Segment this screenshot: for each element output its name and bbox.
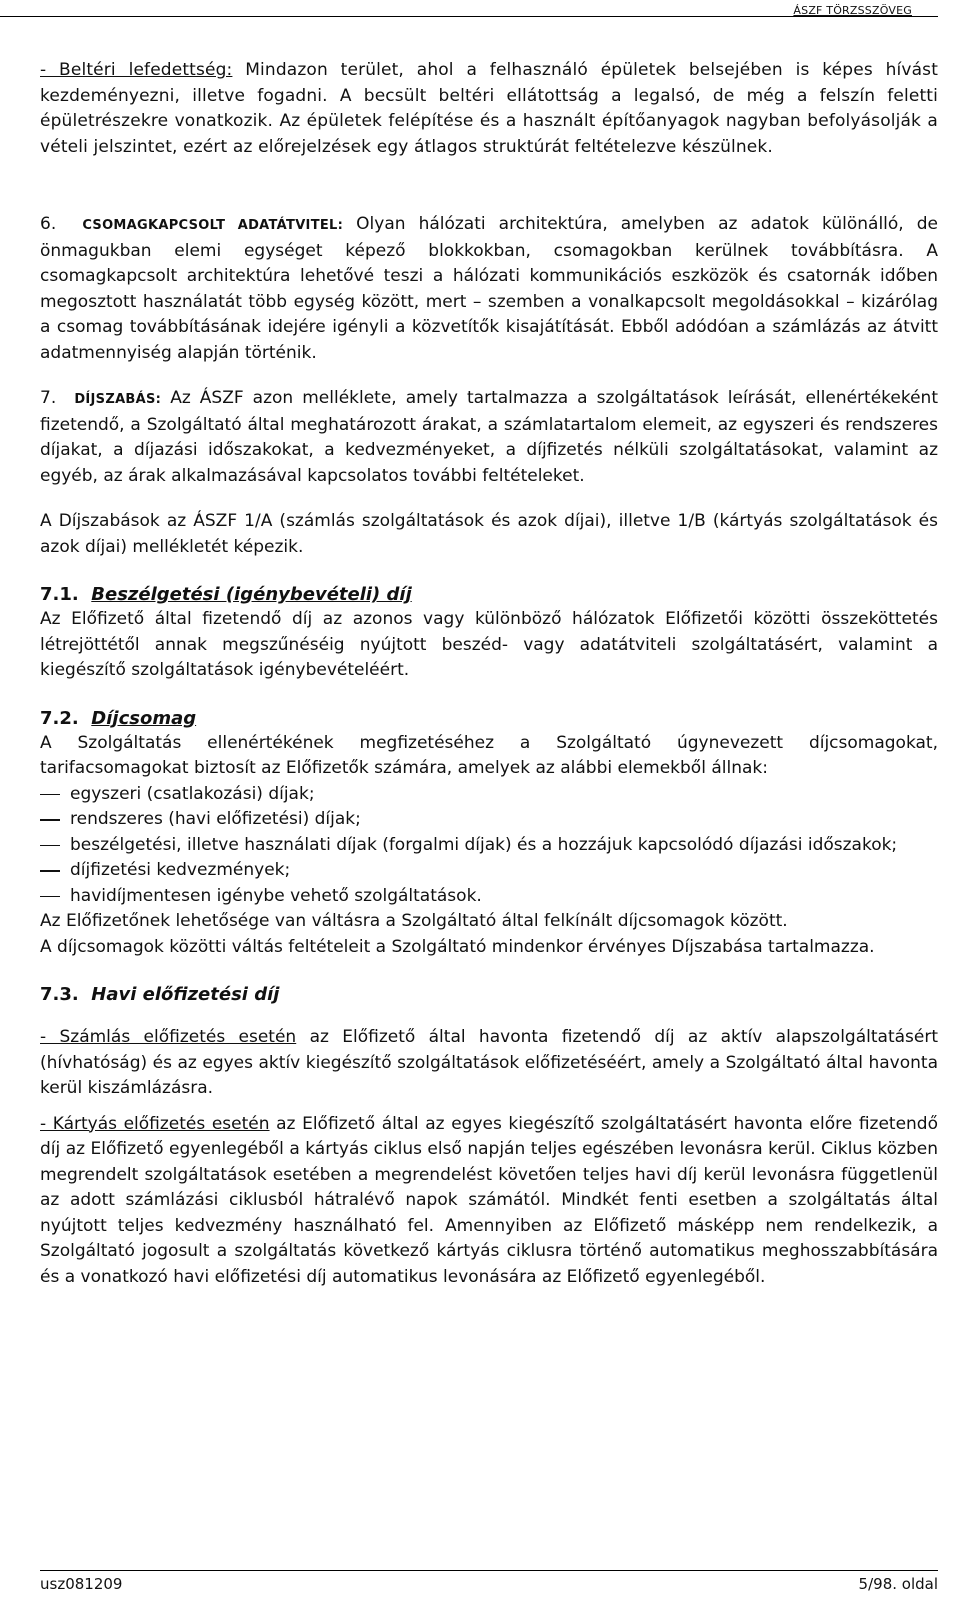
section-7-term: DÍJSZABÁS: [74,392,162,407]
footer-document-id: usz081209 [40,1575,123,1593]
section-7-2-outro-2: A díjcsomagok közötti váltás feltételeit a Szolgáltató mindenkor érvényes Díjszabása tartalmazza. [40,936,875,957]
list-item: díjfizetési kedvezmények; [40,858,938,884]
section-7-1-heading [40,582,938,607]
section-7-3-title: Havi előfizetési díj [91,984,280,1005]
section-6-number: 6. [40,214,57,234]
term-prepaid-subscription: - Kártyás előfizetés esetén [40,1113,270,1134]
footer-page-number: 5/98. oldal [858,1575,938,1593]
section-7-2-title: Díjcsomag [91,707,197,729]
section-7-number: 7. [40,388,57,408]
section-7-2-heading [40,706,938,731]
term-invoiced-subscription: - Számlás előfizetés esetén [40,1027,297,1047]
list-item: rendszeres (havi előfizetési) díjak; [40,807,938,833]
section-7-3-heading [40,982,938,1007]
document-body [40,58,938,1290]
fee-components-list [40,782,938,910]
section-7-2-number: 7.2. [40,707,79,729]
section-7-3 [40,982,938,1290]
indoor-coverage-text: Mindazon terület, ahol a felhasználó épületek belsejében is képes hívást kezdeményezni, illetve fogadni. A becsült beltéri ellátottság a legalsó, de még a felszín feletti épületrészekre vonatkozik. Az épületek felépítése és a használt építőanyagok nagyban befolyásolják a vételi jelszintet, ezért az előrejelzések egy átlagos struktúrát feltételezve készülnek. [40,60,939,157]
section-7-3-number: 7.3. [40,984,79,1005]
invoiced-subscription-text: az Előfizető által havonta fizetendő díj az aktív alapszolgáltatásért (hívhatóság) és az egyes aktív kiegészítő szolgáltatások előfizetéséért, amely a Szolgáltató által havonta kerül kiszámlázásra. [40,1027,938,1098]
term-indoor-coverage: - Beltéri lefedettség: [40,60,233,80]
section-7-3-paragraph-2 [40,1112,938,1291]
section-7-1 [40,582,938,684]
section-6-text: Olyan hálózati architektúra, amelyben az adatok különálló, de önmagukban elemi egységet képező blokkokban, csomagokban kerülnek továbbításra. A csomagkapcsolt architektúra lehetővé teszi a hálózati kommunikációs eszközök és csatornák időben megosztott használatát több egység között, mert – szemben a vonalkapcsolt megoldásokkal – kizárólag a csomag továbbításának idejére igényli a közvetítők kisajátítását. Ebből adódóan a számlázás az átvitt adatmennyiség alapján történik. [40,214,938,363]
section-7-paragraph-2: A Díjszabások az ÁSZF 1/A (számlás szolgáltatások és azok díjai), illetve 1/B (kártyás szolgáltatások és azok díjai) mellékletét képezik. [40,511,938,557]
list-item: havidíjmentesen igénybe vehető szolgáltatások. [40,884,938,910]
header-title: ÁSZF TÖRZSSZÖVEG [793,4,912,17]
section-7-1-number: 7.1. [40,584,79,605]
list-item: beszélgetési, illetve használati díjak (forgalmi díjak) és a hozzájuk kapcsolódó díjazási időszakok; [40,833,938,859]
section-7-1-title: Beszélgetési (igénybevételi) díj [91,584,412,605]
paragraph-indoor-coverage [40,58,938,160]
section-7-2-outro-1: Az Előfizetőnek lehetősége van váltásra a Szolgáltató által felkínált díjcsomagok között. [40,911,788,931]
page-footer [40,1570,938,1595]
section-7-1-text: Az Előfizető által fizetendő díj az azonos vagy különböző hálózatok Előfizetői közötti összeköttetés létrejöttétől annak megszűnéséig nyújtott beszéd- vagy adatátviteli szolgáltatásért, valamint a kiegészítő szolgáltatások igénybevételéért. [40,609,938,680]
list-item: egyszeri (csatlakozási) díjak; [40,782,938,808]
page-header [0,2,938,17]
section-6 [40,212,938,366]
section-7-2-intro: A Szolgáltatás ellenértékének megfizetéséhez a Szolgáltató úgynevezett díjcsomagokat, tarifacsomagokat biztosít az Előfizetők számára, amelyek az alábbi elemekből állnak: [40,732,938,778]
section-7-text: Az ÁSZF azon melléklete, amely tartalmazza a szolgáltatások leírását, ellenértékeként fizetendő, a Szolgáltató által meghatározott árakat, a számlatartalom elemeit, az egyszeri és rendszeres díjakat, a díjazási időszakokat, a kedvezményeket, a díjfizetés nélküli szolgáltatásokat, valamint az egyéb, az árak alkalmazásával kapcsolatos további feltételeket. [40,388,938,486]
section-7-2 [40,706,938,961]
section-7 [40,386,938,489]
section-7-3-paragraph-1 [40,1025,938,1102]
prepaid-subscription-text: az Előfizető által az egyes kiegészítő szolgáltatásért havonta előre fizetendő díj az Előfizető egyenlegéből a kártyás ciklus első napján teljes egészében levonásra kerül. Ciklus közben megrendelt szolgáltatások esetében a megrendelést követően teljes havi díj kerül levonásra függetlenül az adott számlázási ciklusból hátralévő napok számától. Mindkét fenti esetben a szolgáltatás által nyújtott teljes kedvezmény használható fel. Amennyiben az Előfizető másképp nem rendelkezik, a Szolgáltató jogosult a szolgáltatás következő kártyás ciklusra történő automatikus meghosszabbítására és a vonatkozó havi előfizetési díj automatikus levonására az Előfizető egyenlegéből. [40,1113,938,1287]
section-6-term: CSOMAGKAPCSOLT ADATÁTVITEL: [82,218,344,233]
